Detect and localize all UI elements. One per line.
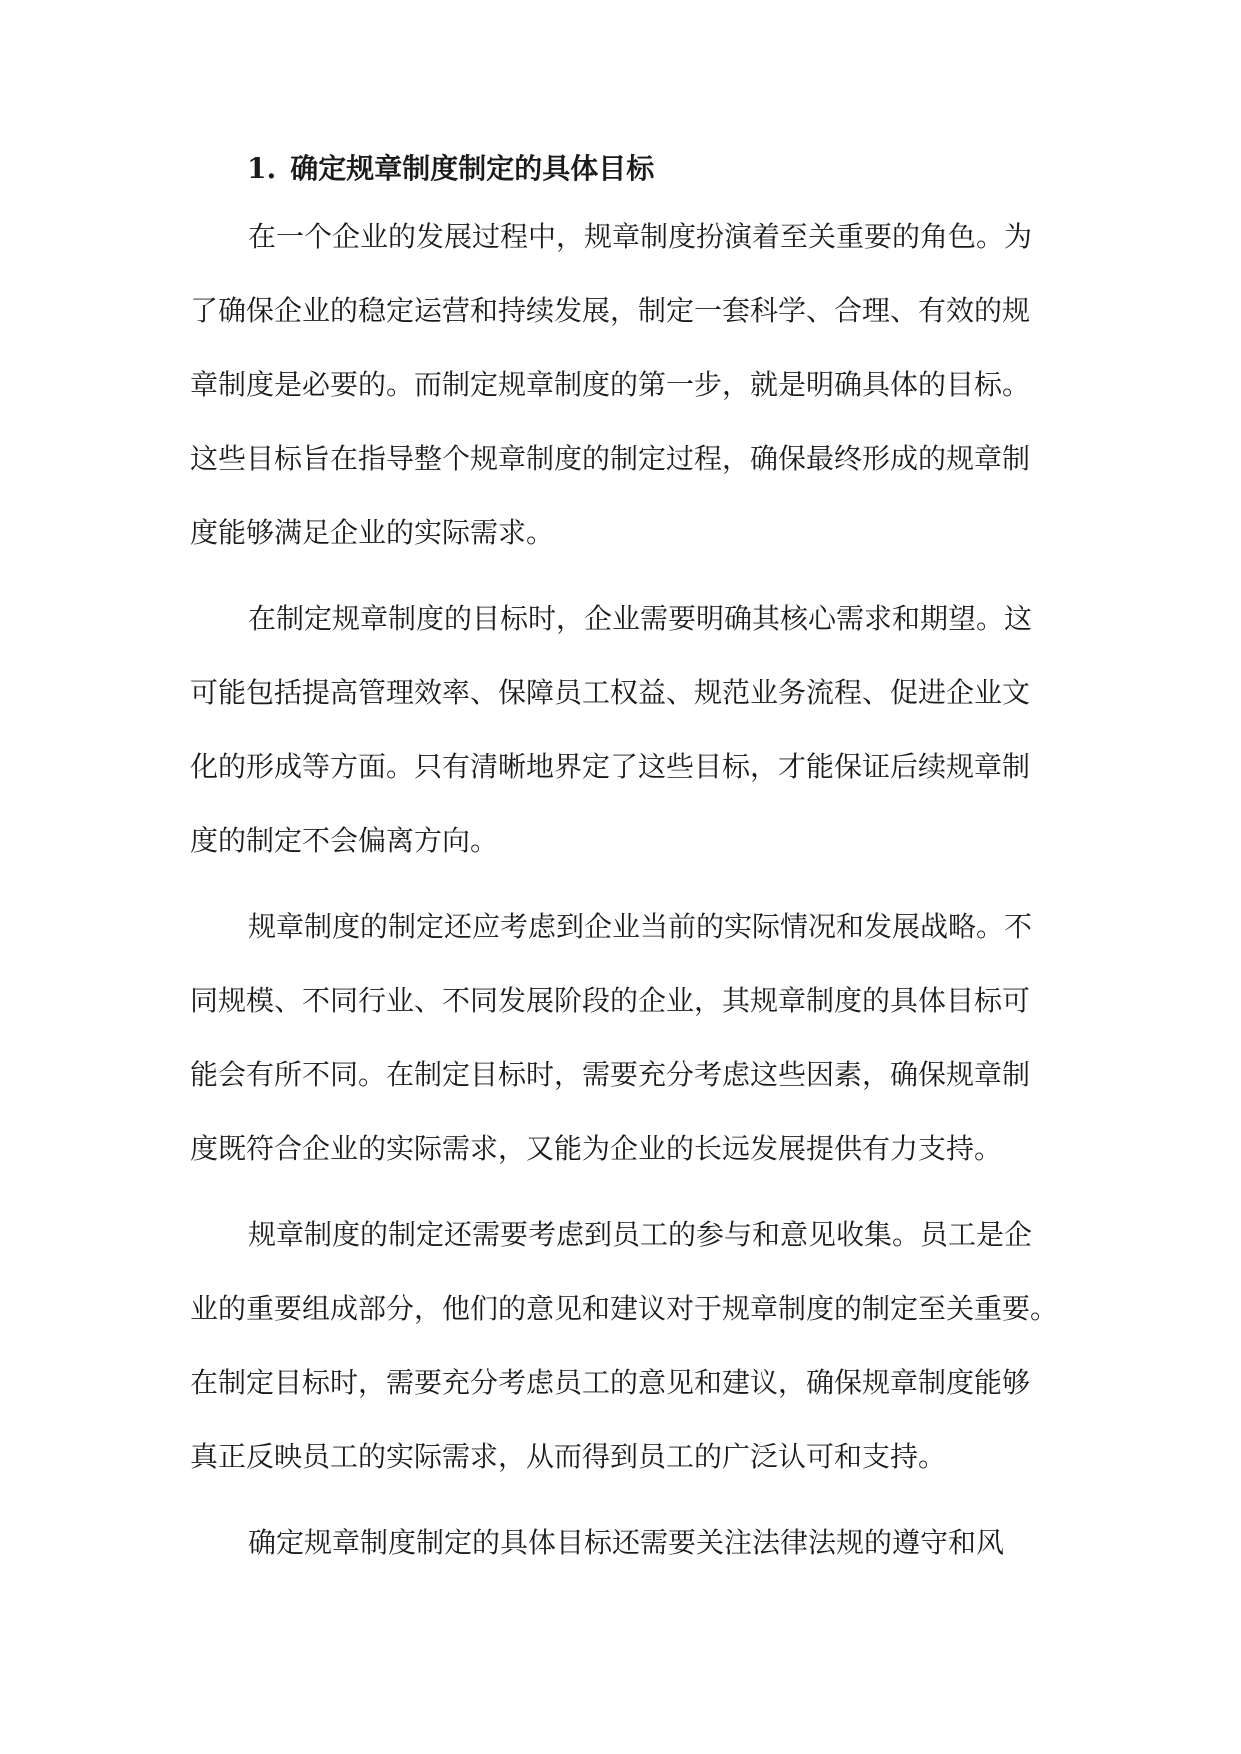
section-title: 确定规章制度制定的具体目标	[290, 152, 655, 185]
paragraph-4	[190, 1198, 1059, 1494]
paragraph-line: 化的形成等方面。只有清晰地界定了这些目标，才能保证后续规章制	[190, 750, 1031, 783]
paragraph-line: 确定规章制度制定的具体目标还需要关注法律法规的遵守和风	[248, 1526, 1005, 1559]
paragraph-line: 度既符合企业的实际需求，又能为企业的长远发展提供有力支持。	[190, 1132, 1003, 1165]
section-number: 1.	[247, 152, 277, 185]
paragraph-line: 章制度是必要的。而制定规章制度的第一步，就是明确具体的目标。	[190, 368, 1031, 401]
paragraph-1	[190, 200, 1055, 570]
paragraph-line: 了确保企业的稳定运营和持续发展，制定一套科学、合理、有效的规	[190, 294, 1031, 327]
paragraph-line: 同规模、不同行业、不同发展阶段的企业，其规章制度的具体目标可	[190, 984, 1031, 1017]
paragraph-line: 在制定规章制度的目标时，企业需要明确其核心需求和期望。这	[248, 602, 1033, 635]
paragraph-line: 度能够满足企业的实际需求。	[190, 516, 555, 549]
paragraph-line: 能会有所不同。在制定目标时，需要充分考虑这些因素，确保规章制	[190, 1058, 1031, 1091]
paragraph-5	[190, 1506, 1055, 1580]
paragraph-line: 规章制度的制定还应考虑到企业当前的实际情况和发展战略。不	[248, 910, 1033, 943]
paragraph-line: 真正反映员工的实际需求，从而得到员工的广泛认可和支持。	[190, 1440, 947, 1473]
document-page	[190, 148, 1059, 1592]
paragraph-line: 在一个企业的发展过程中，规章制度扮演着至关重要的角色。为	[248, 220, 1033, 253]
paragraph-3	[190, 890, 1055, 1186]
paragraph-line: 这些目标旨在指导整个规章制度的制定过程，确保最终形成的规章制	[190, 442, 1031, 475]
paragraph-line: 业的重要组成部分，他们的意见和建议对于规章制度的制定至关重要。	[190, 1292, 1059, 1325]
paragraph-2	[190, 582, 1055, 878]
section-heading	[190, 148, 1055, 190]
paragraph-line: 度的制定不会偏离方向。	[190, 824, 499, 857]
paragraph-line: 规章制度的制定还需要考虑到员工的参与和意见收集。员工是企	[248, 1218, 1033, 1251]
paragraph-line: 在制定目标时，需要充分考虑员工的意见和建议，确保规章制度能够	[190, 1366, 1031, 1399]
paragraph-line: 可能包括提高管理效率、保障员工权益、规范业务流程、促进企业文	[190, 676, 1031, 709]
